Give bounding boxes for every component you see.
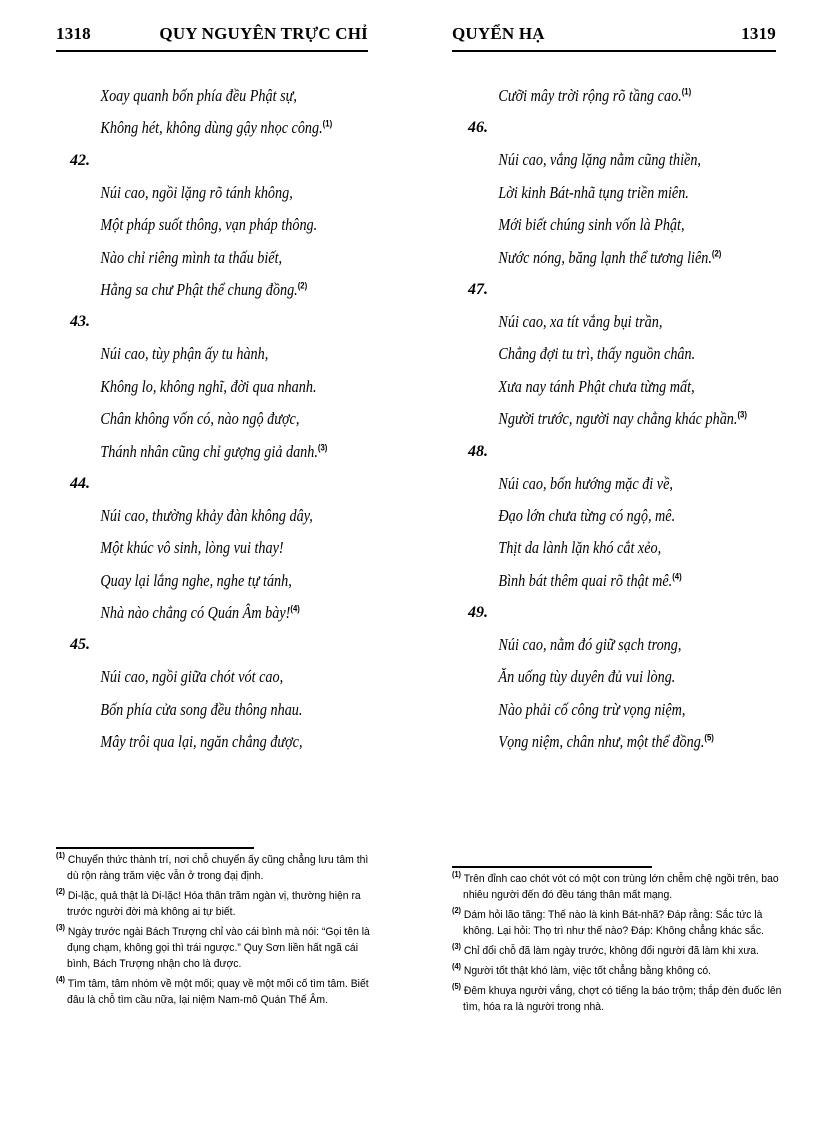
verse-text: Núi cao, tùy phận ấy tu hành, xyxy=(100,344,269,364)
footnote-reference: (2) xyxy=(711,248,722,259)
footnote-mark: (3) xyxy=(56,923,65,933)
verse-line xyxy=(464,532,739,564)
verse-text: Ăn uống tùy duyên đủ vui lòng. xyxy=(498,667,676,687)
footnote-rule xyxy=(56,847,254,849)
footnote-mark: (5) xyxy=(452,982,461,992)
footnote-text: Di-lặc, quả thật là Di-lặc! Hóa thân trăm ngàn vị, thường hiện ra trước người đời mà không ai tự biết. xyxy=(67,890,361,918)
poem-number: 48. xyxy=(468,442,488,460)
verse-line xyxy=(66,274,333,306)
verse-line xyxy=(66,436,333,468)
poem-number: 43. xyxy=(70,313,90,331)
poem-number: 49. xyxy=(468,604,488,622)
verse-line xyxy=(464,209,739,241)
footnote-mark: (1) xyxy=(452,870,461,880)
footnote xyxy=(452,943,785,959)
footnote-reference: (2) xyxy=(297,280,308,291)
verse-line xyxy=(464,177,739,209)
verse-text: Bình bát thêm quai rõ thật mê. xyxy=(498,570,673,590)
footnote xyxy=(452,983,785,1015)
footnote-mark: (4) xyxy=(452,962,461,972)
footnotes xyxy=(452,870,782,1019)
verse-line xyxy=(66,80,333,112)
footnote-text: Chuyển thức thành trí, nơi chỗ chuyển ấy cũng chẳng lưu tâm thì dù rộn ràng trăm việc vẫn ở trong đạị định. xyxy=(67,854,369,882)
verse-line xyxy=(66,597,333,629)
footnote xyxy=(56,976,377,1008)
verse-text: Nào phải cố công trừ vọng niệm, xyxy=(498,699,686,719)
footnote xyxy=(56,852,377,884)
verse-line xyxy=(464,338,739,370)
footnote-text: Ngày trước ngài Bách Trượng chỉ vào cái bình mà nói: “Gọi tên là đụng chạm, không gọi thì trái ngược.” Quy Sơn liền hất ngã cái bình, Bách Trượng nhận cho là được. xyxy=(67,926,370,970)
verse-text: Núi cao, thường khảy đàn không dây, xyxy=(100,505,313,525)
verse-line xyxy=(464,565,739,597)
verse-text: Cưỡi mây trời rộng rõ tầng cao. xyxy=(498,86,682,105)
verse-line xyxy=(464,80,739,112)
verse-text: Không hét, không dùng gậy nhọc công. xyxy=(100,118,323,138)
verse-text: Nào chỉ riêng mình ta thấu biết, xyxy=(100,247,283,267)
footnote xyxy=(452,907,785,939)
footnote xyxy=(56,924,377,972)
footnote xyxy=(452,963,785,979)
poem-number: 46. xyxy=(468,119,488,137)
poem-body xyxy=(464,80,784,759)
footnote-text: Đêm khuya người vắng, chợt có tiếng la báo trộm; thắp đèn đuốc lên tìm, hóa ra là người trong nhà. xyxy=(463,985,782,1013)
verse-line xyxy=(66,112,333,144)
footnote-reference: (1) xyxy=(322,118,333,129)
verse-text: Không lo, không nghĩ, đời qua nhanh. xyxy=(100,376,317,396)
footnote-text: Trên đỉnh cao chót vót có một con trùng lớn chễm chệ ngồi trên, bao nhiêu người đến đó đều táng thân mất mạng. xyxy=(463,873,779,901)
verse-text: Núi cao, xa tít vắng bụi trần, xyxy=(498,311,663,331)
verse-line xyxy=(464,144,739,176)
poem-body xyxy=(66,80,376,759)
verse-text: Xưa nay tánh Phật chưa từng mất, xyxy=(498,376,695,396)
verse-line xyxy=(66,661,333,693)
footnote-text: Tìm tâm, tâm nhóm về một mối; quay về một mối cố tìm tâm. Biết đâu là chỗ tìm cầu nữa, lại niệm Nam-mô Quán Thế Âm. xyxy=(67,978,369,1006)
running-title: QUYỂN HẠ xyxy=(452,24,545,43)
verse-text: Quay lại lắng nghe, nghe tự tánh, xyxy=(100,570,292,590)
footnote-rule xyxy=(452,866,652,868)
verse-text: Lời kinh Bát-nhã tụng triền miên. xyxy=(498,182,689,202)
verse-text: Núi cao, bốn hướng mặc đi về, xyxy=(498,473,673,493)
verse-line xyxy=(464,726,739,758)
verse-line xyxy=(464,629,739,661)
verse-line xyxy=(66,371,333,403)
footnote-mark: (3) xyxy=(452,942,461,952)
verse-line xyxy=(464,242,739,274)
footnote-reference: (3) xyxy=(737,409,747,420)
verse-text: Nước nóng, băng lạnh thể tương liên. xyxy=(498,247,712,267)
footnote-mark: (4) xyxy=(56,975,65,985)
verse-text: Người trước, người nay chẳng khác phần. xyxy=(498,409,738,429)
page-number: 1319 xyxy=(741,24,776,43)
verse-text: Mới biết chúng sinh vốn là Phật, xyxy=(498,215,685,235)
verse-text: Một pháp suốt thông, vạn pháp thông. xyxy=(100,215,318,235)
footnote-mark: (1) xyxy=(56,851,65,861)
verse-line xyxy=(66,500,333,532)
right-page-header xyxy=(452,24,776,50)
verse-text: Mây trôi qua lại, ngăn chẳng được, xyxy=(100,732,303,752)
verse-text: Xoay quanh bốn phía đều Phật sự, xyxy=(100,86,297,105)
verse-line xyxy=(464,371,739,403)
verse-text: Núi cao, ngồi giữa chót vót cao, xyxy=(100,667,284,687)
right-page xyxy=(408,0,816,1123)
verse-line xyxy=(464,306,739,338)
verse-text: Vọng niệm, chân như, một thể đồng. xyxy=(498,732,705,752)
verse-line xyxy=(464,694,739,726)
verse-line xyxy=(66,565,333,597)
footnote-reference: (4) xyxy=(672,571,682,582)
verse-line xyxy=(66,209,333,241)
poem-number: 47. xyxy=(468,280,488,298)
verse-line xyxy=(66,242,333,274)
page-number: 1318 xyxy=(56,24,91,43)
verse-line xyxy=(66,338,333,370)
footnote-reference: (5) xyxy=(704,732,714,743)
footnote-reference: (4) xyxy=(290,603,300,614)
verse-line xyxy=(66,694,333,726)
verse-line xyxy=(464,661,739,693)
footnote-text: Người tốt thật khó làm, việc tốt chẳng bằng không có. xyxy=(463,965,712,977)
footnote-mark: (2) xyxy=(452,906,461,916)
footnotes xyxy=(56,852,368,1012)
verse-line xyxy=(464,500,739,532)
verse-text: Hằng sa chư Phật thể chung đồng. xyxy=(100,279,298,299)
footnote-reference: (3) xyxy=(317,442,328,453)
footnote xyxy=(56,888,377,920)
footnote xyxy=(452,871,785,903)
verse-line xyxy=(66,403,333,435)
verse-text: Núi cao, ngồi lặng rõ tánh không, xyxy=(100,182,293,202)
running-title: QUY NGUYÊN TRỰC CHỈ xyxy=(159,24,368,43)
verse-line xyxy=(66,532,333,564)
footnote-reference: (1) xyxy=(681,86,692,97)
footnote-mark: (2) xyxy=(56,887,65,897)
verse-text: Thịt da lành lặn khó cắt xẻo, xyxy=(498,538,662,558)
verse-text: Bốn phía cửa song đều thông nhau. xyxy=(100,699,303,719)
verse-text: Nhà nào chẳng có Quán Âm bày! xyxy=(100,603,291,623)
verse-line xyxy=(66,177,333,209)
footnote-text: Chỉ đổi chỗ đã làm ngày trước, không đổi người đã làm khi xưa. xyxy=(463,945,759,957)
poem-number: 44. xyxy=(70,474,90,492)
verse-text: Chân không vốn có, nào ngộ được, xyxy=(100,409,300,429)
header-rule xyxy=(56,50,368,52)
verse-text: Núi cao, nằm đó giữ sạch trong, xyxy=(498,635,682,655)
verse-line xyxy=(464,468,739,500)
verse-line xyxy=(66,726,333,758)
header-rule xyxy=(452,50,776,52)
left-page-header xyxy=(56,24,368,50)
verse-text: Núi cao, vắng lặng nằm cũng thiền, xyxy=(498,150,701,170)
verse-text: Một khúc vô sinh, lòng vui thay! xyxy=(100,538,284,558)
poem-number: 42. xyxy=(70,151,90,169)
verse-line xyxy=(464,403,747,435)
verse-text: Thánh nhân cũng chỉ gượng giả danh. xyxy=(100,441,318,461)
footnote-text: Dám hỏi lão tăng: Thế nào là kinh Bát-nhã? Đáp rằng: Sắc tức là không. Lại hỏi: Thọ trì như thế nào? Đáp: Không chẳng khác sắc. xyxy=(463,909,764,937)
verse-text: Đạo lớn chưa từng có ngộ, mê. xyxy=(498,505,676,525)
poem-number: 45. xyxy=(70,636,90,654)
verse-text: Chẳng đợi tu trì, thấy nguồn chân. xyxy=(498,344,696,364)
